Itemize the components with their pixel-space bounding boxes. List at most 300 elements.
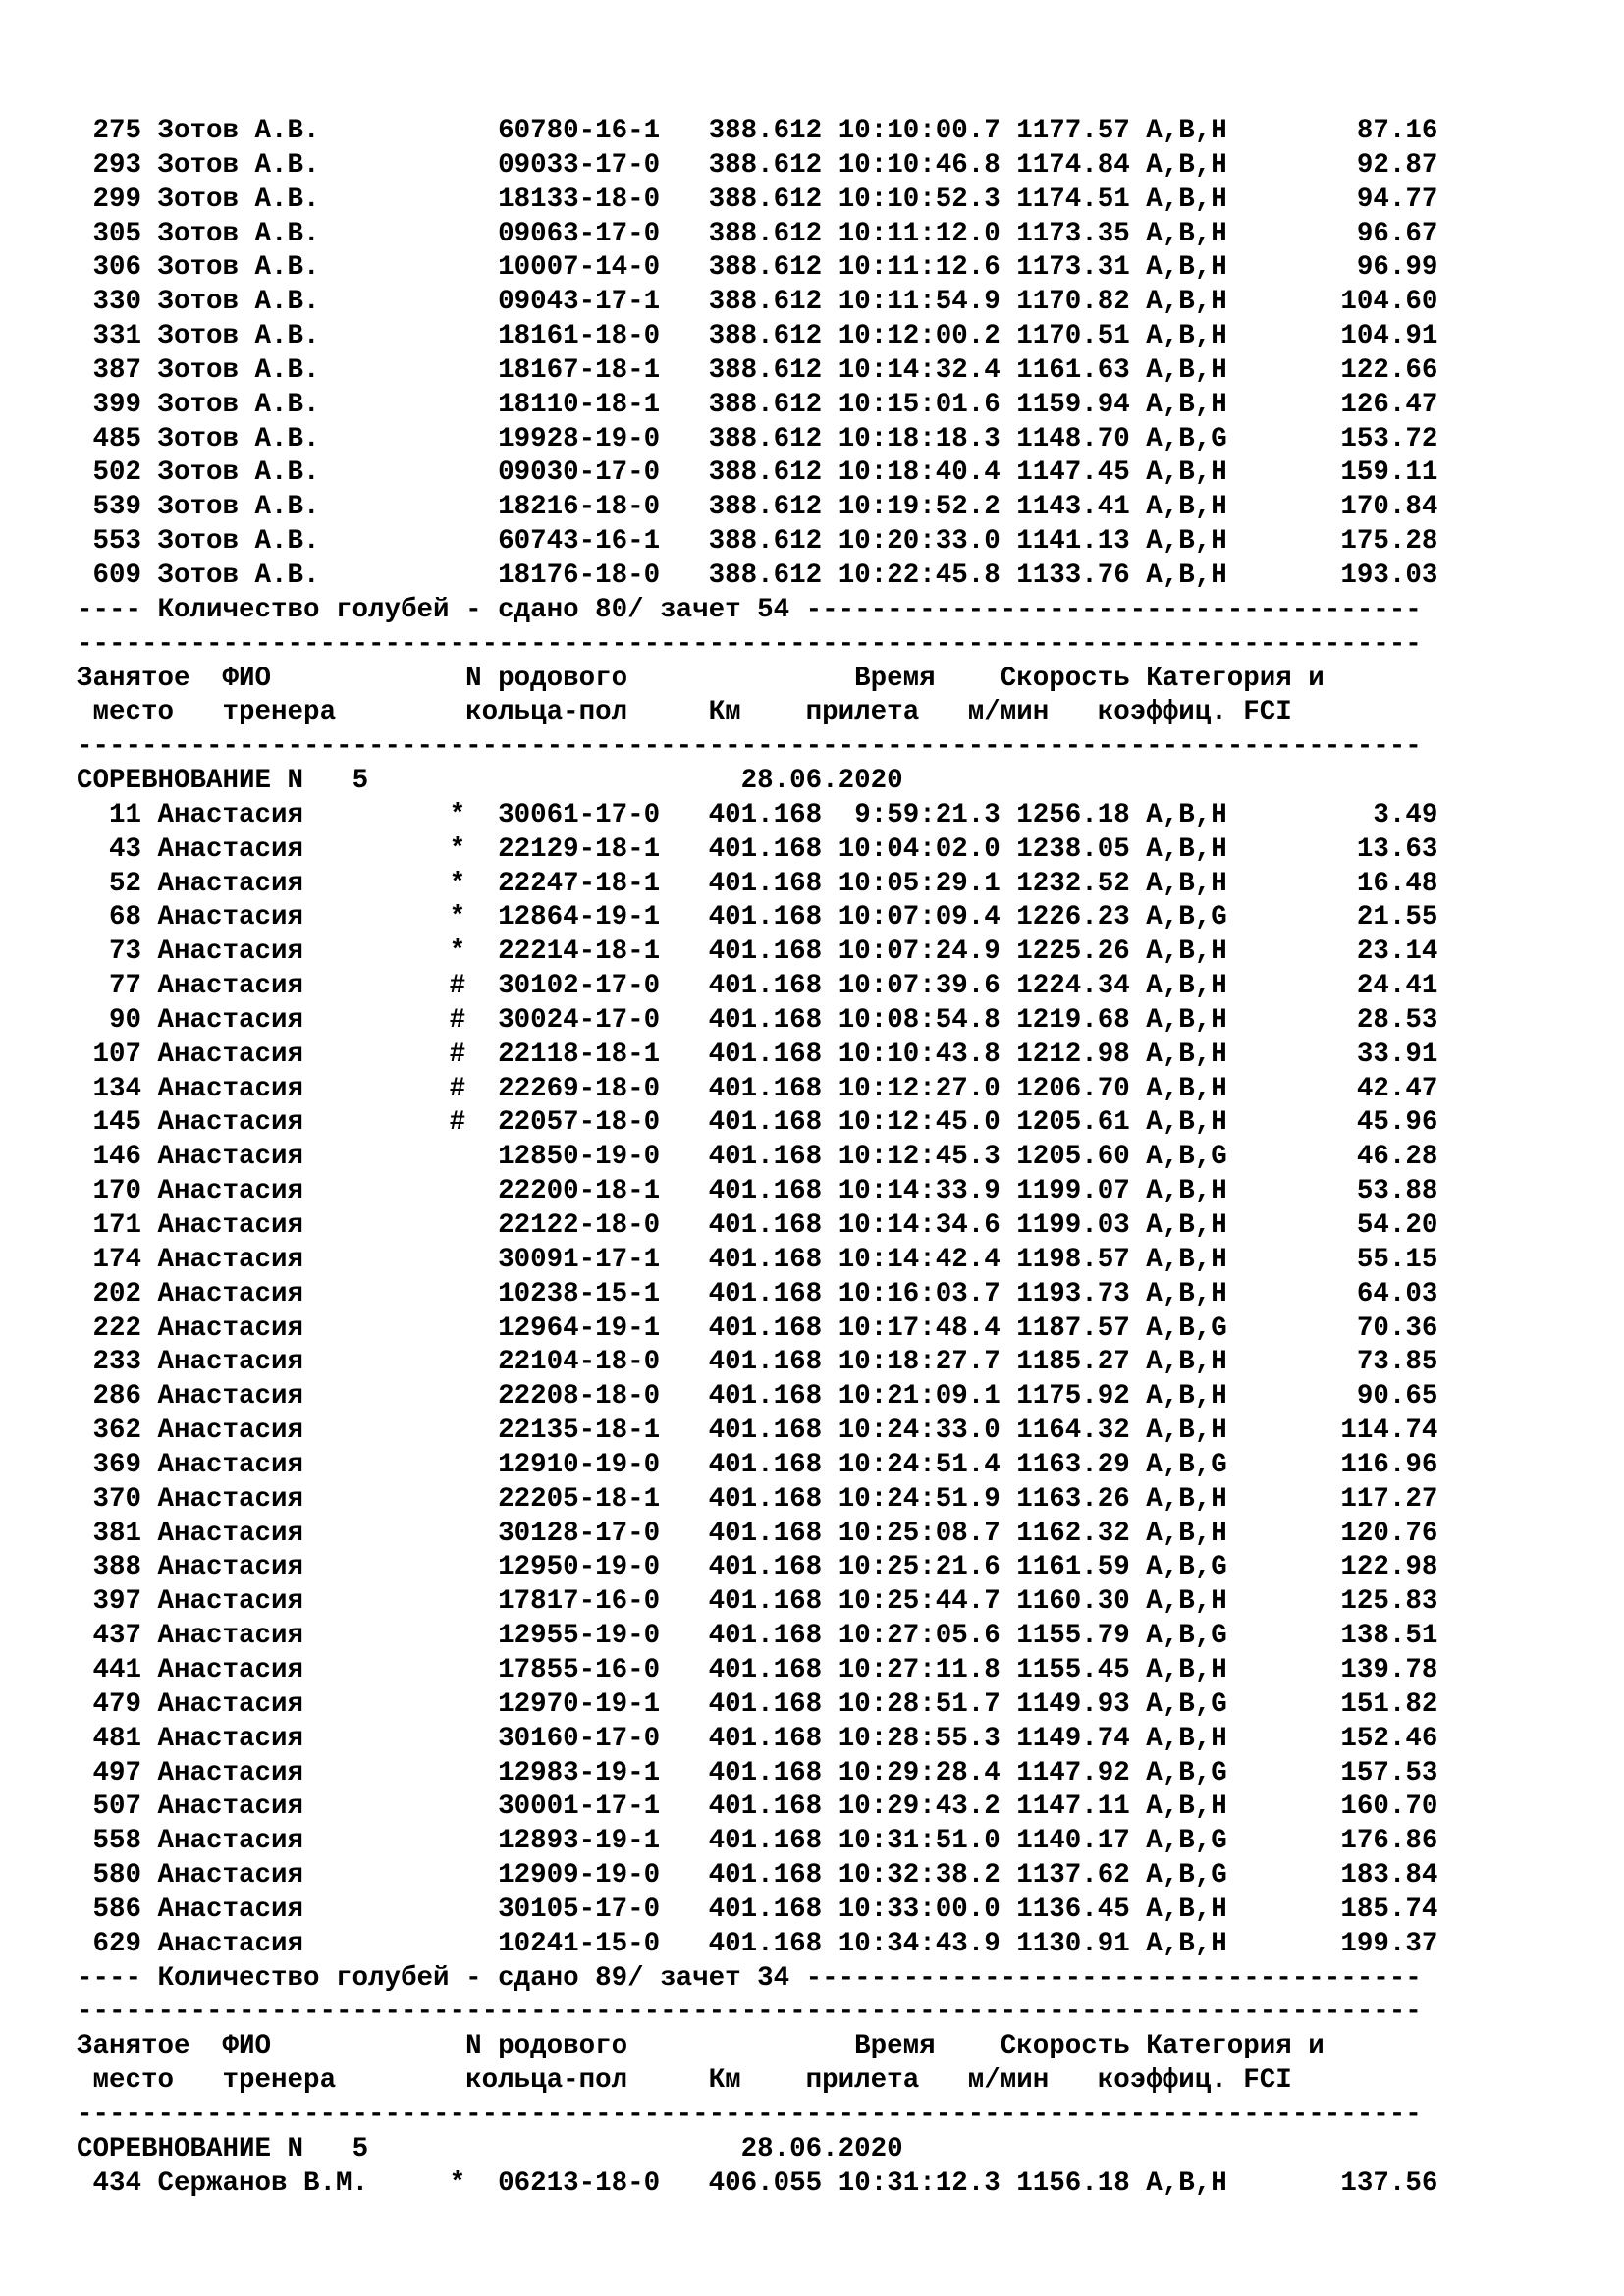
km-cell: 388.612 [708,149,823,181]
mark-cell [450,287,499,317]
fci-cell: 175.28 [1243,526,1438,558]
speed-cell: 1143.41 [1016,492,1130,523]
time-cell: 10:29:43.2 [838,1791,1001,1823]
result-row [77,1004,1437,1039]
time-cell: 10:18:18.3 [838,423,1001,454]
fci-cell: 13.63 [1243,833,1438,865]
ring-cell: 60743-16-1 [498,526,661,558]
place-cell: 553 [77,526,142,558]
time-cell: 10:25:44.7 [838,1586,1001,1618]
result-row [77,1039,1437,1073]
ring-cell: 22214-18-1 [498,936,661,968]
category-cell: A,B,G [1146,1449,1244,1480]
place-cell: 222 [77,1312,142,1344]
fci-cell: 94.77 [1243,184,1438,215]
km-cell: 401.168 [708,1552,823,1583]
speed-cell: 1162.32 [1016,1518,1130,1549]
speed-cell: 1130.91 [1016,1928,1130,1959]
name-cell: Зотов А.В. [157,116,450,146]
name-cell: Анастасия [157,1688,450,1720]
fci-cell: 45.96 [1243,1107,1438,1139]
table-header-row-1 [77,663,1437,697]
result-row [77,2167,1437,2202]
category-cell: A,B,H [1146,149,1244,181]
header-ring: N родового [465,2031,709,2062]
name-cell: Анастасия [157,1860,450,1892]
time-cell: 10:25:08.7 [838,1518,1001,1549]
time-cell: 10:19:52.2 [838,492,1001,523]
result-row [77,1449,1437,1483]
ring-cell: 22269-18-0 [498,1073,661,1104]
place-cell: 497 [77,1757,142,1789]
mark-cell [450,1210,499,1241]
result-row [77,1825,1437,1859]
place-cell: 397 [77,1586,142,1618]
time-cell: 10:11:12.0 [838,218,1001,249]
result-row [77,389,1437,423]
header-time-2: прилета [805,2065,968,2097]
name-cell: Анастасия [157,799,450,830]
category-cell: A,B,G [1146,1552,1244,1583]
category-cell: A,B,H [1146,1518,1244,1549]
speed-cell: 1238.05 [1016,833,1130,865]
name-cell: Анастасия [157,1928,450,1959]
km-cell: 401.168 [708,1039,823,1070]
time-cell: 10:08:54.8 [838,1004,1001,1036]
header-category: Категория и [1146,663,1325,694]
fci-cell: 120.76 [1243,1518,1438,1549]
fci-cell: 90.65 [1243,1381,1438,1413]
time-cell: 9:59:21.3 [838,799,1001,830]
category-cell: A,B,H [1146,1073,1244,1104]
mark-cell [450,561,499,591]
result-row [77,1073,1437,1107]
km-cell: 401.168 [708,1826,823,1857]
time-cell: 10:15:01.6 [838,389,1001,420]
separator-rule: ----------------------------------------------------------------------------------- [77,731,1422,763]
ring-cell: 22118-18-1 [498,1039,661,1070]
result-row [77,1346,1437,1380]
header-name: ФИО [222,2031,466,2062]
mark-cell: # [449,1107,499,1139]
fci-cell: 114.74 [1243,1415,1438,1447]
result-row [77,525,1437,560]
header-time: Время [854,2031,1001,2062]
place-cell: 485 [77,423,142,454]
result-row [77,354,1437,389]
result-row [77,1928,1437,1962]
category-cell: A,B,H [1146,936,1244,968]
speed-cell: 1170.51 [1016,321,1130,352]
mark-cell [450,321,499,351]
category-cell: A,B,H [1146,218,1244,249]
speed-cell: 1155.45 [1016,1654,1130,1685]
category-cell: A,B,G [1146,423,1244,454]
time-cell: 10:17:48.4 [838,1312,1001,1344]
km-cell: 401.168 [708,1312,823,1344]
km-cell: 401.168 [708,1176,823,1207]
ring-cell: 22104-18-0 [498,1347,661,1378]
result-row [77,799,1437,833]
ring-cell: 12893-19-1 [498,1826,661,1857]
fci-cell: 24.41 [1243,971,1438,1002]
result-row [77,1209,1437,1244]
category-cell: A,B,H [1146,1244,1244,1275]
name-cell: Анастасия [157,1723,450,1754]
speed-cell: 1205.61 [1016,1107,1130,1139]
time-cell: 10:27:11.8 [838,1654,1001,1685]
mark-cell [450,1450,499,1480]
km-cell: 401.168 [708,1483,823,1515]
km-cell: 401.168 [708,971,823,1002]
name-cell: Зотов А.В. [157,287,450,318]
category-cell: A,B,H [1146,1415,1244,1447]
speed-cell: 1187.57 [1016,1312,1130,1344]
speed-cell: 1136.45 [1016,1894,1130,1925]
mark-cell: # [449,1073,499,1104]
ring-cell: 12850-19-0 [498,1142,661,1173]
place-cell: 299 [77,184,142,215]
place-cell: 202 [77,1278,142,1309]
mark-cell [450,355,499,386]
speed-cell: 1219.68 [1016,1004,1130,1036]
name-cell: Зотов А.В. [157,423,450,454]
speed-cell: 1206.70 [1016,1073,1130,1104]
place-cell: 52 [77,868,142,899]
time-cell: 10:16:03.7 [838,1278,1001,1309]
ring-cell: 30160-17-0 [498,1723,661,1754]
category-cell: A,B,H [1146,1791,1244,1823]
speed-cell: 1156.18 [1016,2167,1130,2199]
name-cell: Анастасия [157,1244,450,1275]
name-cell: Анастасия [157,1483,450,1515]
time-cell: 10:20:33.0 [838,526,1001,558]
result-row [77,1757,1437,1791]
speed-cell: 1164.32 [1016,1415,1130,1447]
speed-cell: 1147.92 [1016,1757,1130,1789]
place-cell: 539 [77,492,142,523]
mark-cell [450,1245,499,1275]
result-row [77,1790,1437,1825]
place-cell: 481 [77,1723,142,1754]
ring-cell: 30128-17-0 [498,1518,661,1549]
time-cell: 10:10:43.8 [838,1039,1001,1070]
fci-cell: 170.84 [1243,492,1438,523]
fci-cell: 92.87 [1243,149,1438,181]
speed-cell: 1198.57 [1016,1244,1130,1275]
name-cell: Анастасия [157,833,450,865]
competition-heading [77,2133,1437,2167]
category-cell: A,B,H [1146,1039,1244,1070]
time-cell: 10:28:51.7 [838,1688,1001,1720]
km-cell: 401.168 [708,1142,823,1173]
ring-cell: 12910-19-0 [498,1449,661,1480]
mark-cell: # [449,1039,499,1070]
fci-cell: 125.83 [1243,1586,1438,1618]
category-cell: A,B,G [1146,1142,1244,1173]
place-cell: 275 [77,116,142,146]
ring-cell: 22208-18-0 [498,1381,661,1413]
header-name: ФИО [222,663,466,694]
speed-cell: 1159.94 [1016,389,1130,420]
header-place: Занятое [77,2031,223,2062]
fci-cell: 193.03 [1243,560,1438,591]
km-cell: 388.612 [708,526,823,558]
time-cell: 10:14:42.4 [838,1244,1001,1275]
time-cell: 10:11:12.6 [838,252,1001,284]
category-cell: A,B,H [1146,1107,1244,1139]
time-cell: 10:22:45.8 [838,560,1001,591]
ring-cell: 09043-17-1 [498,287,661,318]
km-cell: 401.168 [708,833,823,865]
header-speed: Скорость [1000,2031,1147,2062]
category-cell: A,B,H [1146,1483,1244,1515]
mark-cell [450,1484,499,1515]
category-cell: A,B,G [1146,1621,1244,1652]
mark-cell [450,1347,499,1377]
km-cell: 401.168 [708,1860,823,1892]
header-category-2: коэффиц. FCI [1097,2065,1292,2097]
time-cell: 10:34:43.9 [838,1928,1001,1959]
fci-cell: 23.14 [1243,936,1438,968]
mark-cell [450,1689,499,1720]
km-cell: 401.168 [708,1518,823,1549]
time-cell: 10:12:27.0 [838,1073,1001,1104]
fci-cell: 139.78 [1243,1654,1438,1685]
header-km [709,2031,855,2061]
speed-cell: 1199.07 [1016,1176,1130,1207]
header-speed-2: м/мин [967,2065,1098,2097]
name-cell: Анастасия [157,868,450,899]
category-cell: A,B,H [1146,1210,1244,1241]
ring-cell: 09030-17-0 [498,457,661,489]
name-cell: Зотов А.В. [157,389,450,420]
time-cell: 10:28:55.3 [838,1723,1001,1754]
category-cell: A,B,H [1146,1586,1244,1618]
fci-cell: 54.20 [1243,1210,1438,1241]
category-cell: A,B,G [1146,1860,1244,1892]
category-cell: A,B,H [1146,354,1244,386]
mark-cell [450,457,499,488]
time-cell: 10:07:09.4 [838,902,1001,934]
header-ring-2: кольца-пол [465,697,709,728]
category-cell: A,B,H [1146,1176,1244,1207]
name-cell: Анастасия [157,1791,450,1823]
header-time: Время [854,663,1001,694]
mark-cell [450,219,499,249]
km-cell: 388.612 [708,457,823,489]
ring-cell: 17855-16-0 [498,1654,661,1685]
fci-cell: 152.46 [1243,1723,1438,1754]
fci-cell: 116.96 [1243,1449,1438,1480]
result-row [77,1859,1437,1894]
place-cell: 73 [77,936,142,968]
result-row [77,1654,1437,1688]
name-cell: Зотов А.В. [157,354,450,386]
km-cell: 401.168 [708,1278,823,1309]
category-cell: A,B,H [1146,1278,1244,1309]
name-cell: Зотов А.В. [157,560,450,591]
time-cell: 10:24:51.4 [838,1449,1001,1480]
category-cell: A,B,H [1146,1654,1244,1685]
speed-cell: 1185.27 [1016,1347,1130,1378]
result-row [77,1551,1437,1585]
mark-cell [450,150,499,181]
km-cell: 401.168 [708,1688,823,1720]
speed-cell: 1161.63 [1016,354,1130,386]
mark-cell: * [449,833,499,865]
category-cell: A,B,G [1146,902,1244,934]
result-row [77,1894,1437,1928]
speed-cell: 1174.51 [1016,184,1130,215]
km-cell: 388.612 [708,389,823,420]
speed-cell: 1141.13 [1016,526,1130,558]
speed-cell: 1170.82 [1016,287,1130,318]
ring-cell: 30061-17-0 [498,799,661,830]
name-cell: Анастасия [157,1004,450,1036]
speed-cell: 1226.23 [1016,902,1130,934]
category-cell: A,B,H [1146,833,1244,865]
place-cell: 145 [77,1107,142,1139]
place-cell: 134 [77,1073,142,1104]
name-cell: Анастасия [157,1826,450,1857]
speed-cell: 1149.74 [1016,1723,1130,1754]
fci-cell: 16.48 [1243,868,1438,899]
name-cell: Анастасия [157,1278,450,1309]
time-cell: 10:07:39.6 [838,971,1001,1002]
fci-cell: 33.91 [1243,1039,1438,1070]
result-row [77,1483,1437,1518]
speed-cell: 1256.18 [1016,799,1130,830]
name-cell: Сержанов В.М. [157,2167,450,2199]
speed-cell: 1163.29 [1016,1449,1130,1480]
category-cell: A,B,H [1146,287,1244,318]
mark-cell [450,1826,499,1856]
place-cell: 388 [77,1552,142,1583]
km-cell: 401.168 [708,1107,823,1139]
speed-cell: 1163.26 [1016,1483,1130,1515]
header-speed: Скорость [1000,663,1147,694]
km-cell: 401.168 [708,936,823,968]
time-cell: 10:27:05.6 [838,1621,1001,1652]
speed-cell: 1155.79 [1016,1621,1130,1652]
ring-cell: 12864-19-1 [498,902,661,934]
category-cell: A,B,H [1146,1723,1244,1754]
place-cell: 362 [77,1415,142,1447]
result-row [77,868,1437,902]
ring-cell: 22205-18-1 [498,1483,661,1515]
mark-cell [450,1895,499,1925]
competition-number: 5 [352,766,369,797]
result-row [77,1620,1437,1654]
mark-cell [450,424,499,454]
result-row [77,1278,1437,1312]
table-header-row-1 [77,2030,1437,2064]
header-ring-2: кольца-пол [465,2065,709,2097]
mark-cell [450,1791,499,1822]
table-header-row-2 [77,696,1437,730]
place-cell: 609 [77,560,142,591]
result-row [77,901,1437,935]
time-cell: 10:33:00.0 [838,1894,1001,1925]
km-cell: 401.168 [708,1210,823,1241]
result-row [77,423,1437,457]
header-speed-2: м/мин [967,697,1098,728]
time-cell: 10:18:27.7 [838,1347,1001,1378]
place-cell: 305 [77,218,142,249]
name-cell: Анастасия [157,902,450,934]
competition-date: 28.06.2020 [740,766,903,797]
result-row [77,560,1437,594]
name-cell: Анастасия [157,1449,450,1480]
ring-cell: 10007-14-0 [498,252,661,284]
time-cell: 10:25:21.6 [838,1552,1001,1583]
name-cell: Анастасия [157,1518,450,1549]
place-cell: 107 [77,1039,142,1070]
km-cell: 401.168 [708,1381,823,1413]
mark-cell [450,185,499,215]
km-cell: 401.168 [708,1621,823,1652]
category-cell: A,B,G [1146,1757,1244,1789]
ring-cell: 22057-18-0 [498,1107,661,1139]
time-cell: 10:31:12.3 [838,2167,1001,2199]
place-cell: 370 [77,1483,142,1515]
time-cell: 10:10:52.3 [838,184,1001,215]
fci-cell: 104.60 [1243,287,1438,318]
time-cell: 10:04:02.0 [838,833,1001,865]
mark-cell [450,1929,499,1959]
header-km-2: Км [708,697,806,728]
place-cell: 330 [77,287,142,318]
mark-cell: * [449,2167,499,2199]
ring-cell: 30102-17-0 [498,971,661,1002]
fci-cell: 64.03 [1243,1278,1438,1309]
result-row [77,1175,1437,1209]
speed-cell: 1147.45 [1016,457,1130,489]
name-cell: Анастасия [157,1176,450,1207]
place-cell: 441 [77,1654,142,1685]
mark-cell: # [449,1004,499,1036]
place-cell: 43 [77,833,142,865]
category-cell: A,B,H [1146,868,1244,899]
result-row [77,1518,1437,1552]
fci-cell: 153.72 [1243,423,1438,454]
ring-cell: 12950-19-0 [498,1552,661,1583]
speed-cell: 1148.70 [1016,423,1130,454]
result-row [77,1688,1437,1723]
result-row [77,456,1437,491]
km-cell: 388.612 [708,116,823,146]
result-row [77,286,1437,320]
mark-cell [450,1586,499,1617]
ring-cell: 12955-19-0 [498,1621,661,1652]
category-cell: A,B,H [1146,1381,1244,1413]
name-cell: Анастасия [157,971,450,1002]
name-cell: Зотов А.В. [157,252,450,284]
place-cell: 437 [77,1621,142,1652]
name-cell: Анастасия [157,936,450,968]
name-cell: Зотов А.В. [157,184,450,215]
km-cell: 401.168 [708,1073,823,1104]
mark-cell [450,1758,499,1789]
summary-text: Количество голубей - сдано 80/ зачет 54 [157,594,790,625]
km-cell: 401.168 [708,799,823,830]
separator-rule: ----------------------------------------------------------------------------------- [77,2099,1422,2130]
ring-cell: 09033-17-0 [498,149,661,181]
place-cell: 399 [77,389,142,420]
mark-cell [450,492,499,522]
name-cell: Анастасия [157,1552,450,1583]
